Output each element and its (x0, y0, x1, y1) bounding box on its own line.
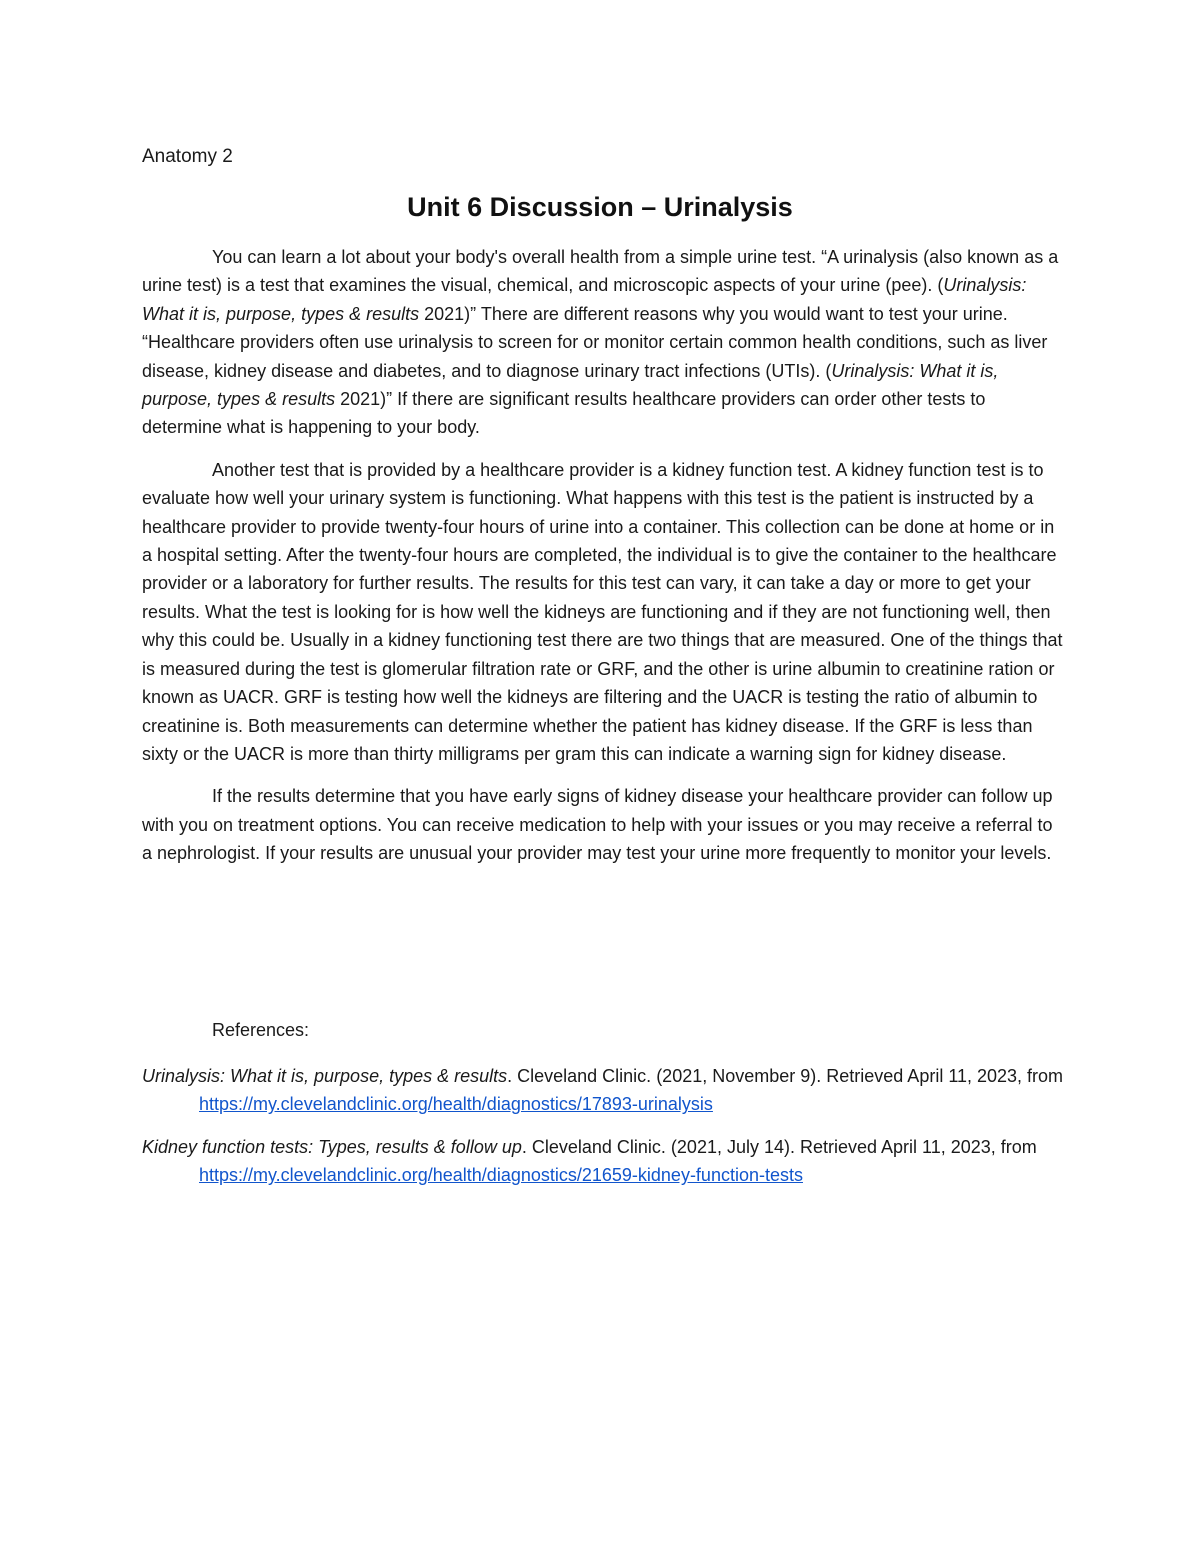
reference-title: Urinalysis: What it is, purpose, types & results (142, 1066, 508, 1086)
references-list (142, 1062, 1067, 1204)
reference-details: . Cleveland Clinic. (2021, November 9). Retrieved April 11, 2023, from (507, 1066, 1064, 1086)
discussion-body (142, 243, 1067, 882)
citation-title: Urinalysis: What it is, purpose, types & results (142, 275, 1027, 324)
reference-item (142, 1062, 1067, 1119)
paragraph-kidney-function-test: Another test that is provided by a healthcare provider is a kidney function test. A kidney function test is to evaluate how well your urinary system is functioning. What happens with this test is the patient is instructed by a healthcare provider to provide twenty-four hours of urine into a container. This collection can be done at home or in a hospital setting. After the twenty-four hours are completed, the individual is to give the container to the healthcare provider or a laboratory for further results. The results for this test can vary, it can take a day or more to get your results. What the test is looking for is how well the kidneys are functioning and if they are not functioning well, then why this could be. Usually in a kidney functioning test there are two things that are measured. One of the things that is measured during the test is glomerular filtration rate or GRF, and the other is urine albumin to creatinine ration or known as UACR. GRF is testing how well the kidneys are filtering and the UACR is testing the ratio of albumin to creatinine is. Both measurements can determine whether the patient has kidney disease. If the GRF is less than sixty or the UACR is more than thirty milligrams per gram this can indicate a warning sign for kidney disease. (142, 459, 1063, 764)
reference-details: . Cleveland Clinic. (2021, July 14). Retrieved April 11, 2023, from (521, 1136, 1037, 1157)
reference-link[interactable]: https://my.clevelandclinic.org/health/diagnostics/17893-urinalysis (199, 1094, 713, 1115)
reference-title: Kidney function tests: Types, results & follow up (142, 1136, 522, 1157)
paragraph-follow-up: If the results determine that you have early signs of kidney disease your healthcare provider can follow up with you on treatment options. You can receive medication to help with your issues or you may receive a referral to a nephrologist. If your results are unusual your provider may test your urine more frequently to monitor your levels. (142, 786, 1053, 864)
references-heading: References: (212, 1020, 310, 1040)
reference-link[interactable]: https://my.clevelandclinic.org/health/diagnostics/21659-kidney-function-tests (199, 1165, 803, 1186)
citation-title: Urinalysis: What it is, purpose, types & results (142, 360, 999, 410)
reference-item (142, 1133, 1067, 1190)
page-title: Unit 6 Discussion – Urinalysis (407, 192, 793, 222)
paragraph-urinalysis (142, 243, 1067, 442)
paragraph-text: 2021)” If there are significant results healthcare providers can order other tests to determine what is happening to your body. (142, 389, 986, 438)
paragraph-text: You can learn a lot about your body's overall health from a simple urine test. “A urinalysis (also known as a urine test) is a test that examines the visual, chemical, and microscopic aspects of your urine (pee). ( (142, 247, 1059, 296)
paragraph-text: 2021)” There are different reasons why you would want to test your urine. “Healthcare providers often use urinalysis to screen for or monitor certain common health conditions, such as liver disease, kidney disease and diabetes, and to diagnose urinary tract infections (UTIs). ( (142, 303, 1048, 381)
course-name: Anatomy 2 (142, 146, 233, 167)
